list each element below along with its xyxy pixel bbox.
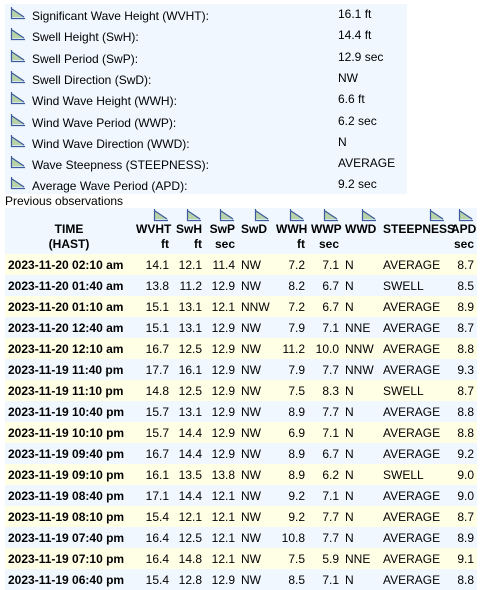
cell-wvht: 16.1 — [145, 467, 169, 482]
column-header-wwh — [273, 208, 308, 254]
cell-wwd: NNW — [345, 341, 374, 356]
table-row — [5, 527, 477, 548]
chart-icon[interactable] — [10, 27, 26, 41]
column-header-unit: sec — [318, 237, 339, 251]
cell-swh: 12.5 — [178, 383, 202, 398]
cell-apd: 8.8 — [457, 404, 474, 419]
cell-apd: 8.7 — [457, 320, 474, 335]
table-row — [5, 296, 477, 317]
cell-swd: NW — [241, 383, 261, 398]
cell-wwp: 7.1 — [322, 488, 339, 503]
column-header-wvht — [133, 208, 172, 254]
cell-steepness: AVERAGE — [383, 341, 441, 356]
summary-row — [5, 111, 407, 133]
cell-swd: NW — [241, 551, 261, 566]
cell-wwp: 6.7 — [322, 278, 339, 293]
cell-swp: 12.9 — [211, 425, 235, 440]
cell-swd: NW — [241, 446, 261, 461]
table-row — [5, 401, 477, 422]
cell-wvht: 13.8 — [145, 278, 169, 293]
chart-icon[interactable] — [10, 155, 26, 169]
cell-swh: 16.1 — [178, 362, 202, 377]
cell-swd: NW — [241, 362, 261, 377]
summary-value: NW — [338, 70, 358, 85]
row-time: 2023-11-19 08:10 pm — [8, 509, 125, 524]
cell-swd: NNW — [241, 299, 270, 314]
table-row — [5, 506, 477, 527]
column-header-swd — [238, 208, 273, 254]
row-time: 2023-11-19 11:40 pm — [8, 362, 124, 377]
cell-steepness: SWELL — [383, 467, 424, 482]
cell-wwd: N — [345, 425, 354, 440]
column-header-unit: sec — [453, 237, 474, 251]
cell-swp: 12.1 — [211, 530, 235, 545]
cell-swd: NW — [241, 572, 261, 587]
cell-swd: NW — [241, 467, 261, 482]
cell-wwp: 8.3 — [322, 383, 339, 398]
chart-icon[interactable] — [219, 208, 235, 222]
chart-icon[interactable] — [10, 176, 26, 190]
cell-steepness: AVERAGE — [383, 299, 441, 314]
cell-swd: NW — [241, 257, 261, 272]
cell-apd: 9.3 — [457, 362, 474, 377]
cell-steepness: AVERAGE — [383, 509, 441, 524]
summary-value: 12.9 sec — [338, 49, 384, 64]
column-header-unit: ft — [297, 237, 305, 251]
column-header-name: SwP — [209, 222, 235, 236]
summary-row — [5, 25, 407, 47]
cell-wwp: 7.1 — [322, 572, 339, 587]
previous-observations-heading: Previous observations — [5, 194, 124, 208]
chart-icon[interactable] — [458, 208, 474, 222]
row-time: 2023-11-19 08:40 pm — [8, 488, 125, 503]
cell-wwd: N — [345, 278, 354, 293]
cell-swh: 12.1 — [178, 257, 202, 272]
cell-swp: 12.1 — [211, 551, 235, 566]
column-header-swh — [172, 208, 205, 254]
cell-wwp: 7.7 — [322, 530, 339, 545]
cell-wwp: 6.2 — [322, 467, 339, 482]
cell-swh: 14.4 — [178, 446, 202, 461]
cell-steepness: AVERAGE — [383, 257, 441, 272]
cell-swh: 14.4 — [178, 425, 202, 440]
summary-value: 14.4 ft — [338, 28, 372, 43]
chart-icon[interactable] — [10, 134, 26, 148]
cell-steepness: AVERAGE — [383, 551, 441, 566]
cell-swh: 13.5 — [178, 467, 202, 482]
column-header-unit: ft — [161, 237, 169, 251]
cell-apd: 8.8 — [457, 425, 474, 440]
cell-swd: NW — [241, 425, 261, 440]
summary-value: N — [338, 134, 347, 149]
cell-wwd: NNE — [345, 551, 371, 566]
cell-wvht: 15.4 — [145, 572, 169, 587]
cell-swp: 12.1 — [211, 488, 235, 503]
cell-wwd: N — [345, 467, 354, 482]
cell-wwp: 6.7 — [322, 299, 339, 314]
summary-label: Average Wave Period (APD): — [32, 179, 188, 194]
cell-wwd: N — [345, 299, 354, 314]
column-header-unit — [241, 237, 270, 252]
cell-swp: 12.9 — [211, 446, 235, 461]
cell-swd: NW — [241, 320, 261, 335]
row-time: 2023-11-19 07:10 pm — [8, 551, 125, 566]
cell-swp: 12.1 — [211, 299, 235, 314]
cell-wwp: 5.9 — [322, 551, 339, 566]
chart-icon[interactable] — [10, 91, 26, 105]
cell-wvht: 16.4 — [145, 551, 169, 566]
cell-wwh: 7.5 — [288, 383, 305, 398]
cell-wwh: 7.2 — [288, 257, 305, 272]
chart-icon[interactable] — [10, 49, 26, 63]
cell-swd: NW — [241, 488, 261, 503]
cell-swh: 14.8 — [178, 551, 202, 566]
summary-row — [5, 132, 407, 154]
column-header-wwd — [342, 208, 380, 254]
chart-icon[interactable] — [289, 208, 305, 222]
cell-steepness: AVERAGE — [383, 425, 441, 440]
cell-wwd: N — [345, 446, 354, 461]
table-row — [5, 485, 477, 506]
row-time: 2023-11-19 10:10 pm — [8, 425, 125, 440]
cell-apd: 8.5 — [457, 278, 474, 293]
cell-wwd: NNW — [345, 362, 374, 377]
cell-apd: 8.9 — [457, 530, 474, 545]
row-time: 2023-11-19 06:40 pm — [8, 572, 125, 587]
summary-label: Significant Wave Height (WVHT): — [32, 9, 209, 23]
cell-swp: 12.9 — [211, 362, 235, 377]
cell-wwh: 10.8 — [281, 530, 305, 545]
chart-icon[interactable] — [361, 208, 377, 222]
table-header-row — [5, 208, 477, 254]
column-header-steepness — [380, 208, 456, 254]
column-header-unit: sec — [214, 237, 235, 251]
summary-label: Wind Wave Height (WWH): — [32, 94, 177, 109]
cell-apd: 9.0 — [457, 467, 474, 482]
row-time: 2023-11-20 01:40 am — [8, 278, 124, 293]
cell-swh: 13.1 — [178, 320, 202, 335]
cell-steepness: AVERAGE — [383, 530, 441, 545]
table-row — [5, 422, 477, 443]
column-header-name: SwD — [241, 222, 268, 236]
cell-swh: 12.1 — [178, 509, 202, 524]
summary-row — [5, 4, 407, 26]
row-time: 2023-11-20 01:10 am — [8, 299, 124, 314]
table-row — [5, 464, 477, 485]
cell-wwd: N — [345, 572, 354, 587]
cell-swh: 13.1 — [178, 404, 202, 419]
cell-wvht: 15.1 — [145, 320, 169, 335]
cell-wwh: 11.2 — [282, 341, 305, 356]
cell-apd: 8.7 — [457, 383, 474, 398]
chart-icon[interactable] — [429, 208, 445, 222]
column-header-apd — [448, 208, 477, 254]
cell-apd: 8.8 — [457, 341, 474, 356]
table-row — [5, 569, 477, 590]
cell-wwh: 6.9 — [288, 425, 305, 440]
column-header-time — [5, 208, 133, 254]
chart-icon[interactable] — [323, 208, 339, 222]
table-row — [5, 338, 477, 359]
chart-icon[interactable] — [10, 113, 26, 127]
cell-swh: 14.4 — [178, 488, 202, 503]
cell-swd: NW — [241, 404, 261, 419]
cell-apd: 8.7 — [457, 257, 474, 272]
cell-swh: 12.5 — [178, 341, 202, 356]
cell-steepness: AVERAGE — [383, 404, 441, 419]
cell-wvht: 16.7 — [145, 341, 169, 356]
cell-swh: 13.1 — [178, 299, 202, 314]
table-body — [5, 254, 477, 590]
cell-wwp: 7.7 — [322, 509, 339, 524]
cell-steepness: AVERAGE — [383, 362, 441, 377]
cell-wwh: 9.2 — [288, 488, 305, 503]
cell-wwd: N — [345, 383, 354, 398]
column-header-name: APD — [451, 222, 477, 236]
cell-wvht: 16.7 — [145, 446, 169, 461]
summary-label: Swell Direction (SwD): — [32, 72, 152, 87]
cell-swh: 12.8 — [178, 572, 202, 587]
cell-swh: 11.2 — [179, 278, 202, 293]
column-header-unit — [345, 237, 377, 252]
cell-swh: 12.5 — [178, 530, 202, 545]
summary-label: Wave Steepness (STEEPNESS): — [32, 158, 209, 173]
column-header-name: WWH — [276, 222, 308, 236]
summary-value: 6.2 sec — [338, 113, 377, 128]
cell-wwd: N — [345, 404, 354, 419]
row-time: 2023-11-19 07:40 pm — [8, 530, 125, 545]
cell-wwh: 8.9 — [288, 467, 305, 482]
row-time: 2023-11-19 10:40 pm — [8, 404, 125, 419]
table-row — [5, 380, 477, 401]
cell-steepness: SWELL — [383, 383, 424, 398]
column-header-unit — [383, 237, 445, 252]
cell-steepness: AVERAGE — [383, 488, 441, 503]
cell-wwd: NNE — [345, 320, 371, 335]
column-header-swp — [205, 208, 238, 254]
row-time: 2023-11-19 09:10 pm — [8, 467, 125, 482]
cell-swp: 12.9 — [211, 320, 235, 335]
chart-icon[interactable] — [10, 70, 26, 84]
cell-wvht: 14.1 — [145, 257, 169, 272]
cell-swp: 11.4 — [212, 257, 235, 272]
summary-label: Wind Wave Direction (WWD): — [32, 136, 190, 151]
cell-wwd: N — [345, 488, 354, 503]
row-time: 2023-11-20 12:10 am — [8, 341, 124, 356]
cell-apd: 9.2 — [457, 446, 474, 461]
summary-label: Swell Period (SwP): — [32, 51, 139, 66]
cell-swd: NW — [241, 530, 261, 545]
cell-wvht: 15.7 — [145, 404, 169, 419]
column-header-name: SwH — [175, 222, 202, 236]
summary-row — [5, 153, 407, 175]
summary-label: Swell Height (SwH): — [32, 30, 139, 45]
cell-swp: 12.9 — [211, 278, 235, 293]
row-time: 2023-11-20 02:10 am — [8, 257, 124, 272]
chart-icon[interactable] — [254, 208, 270, 222]
table-row — [5, 275, 477, 296]
cell-apd: 8.7 — [457, 509, 474, 524]
cell-apd: 9.0 — [457, 488, 474, 503]
cell-wwp: 7.1 — [322, 257, 339, 272]
latest-observations-panel — [5, 4, 407, 194]
column-header-unit: (HAST) — [48, 237, 90, 251]
chart-icon[interactable] — [153, 208, 169, 222]
cell-wwp: 7.1 — [322, 320, 339, 335]
cell-wwh: 8.9 — [288, 404, 305, 419]
cell-steepness: AVERAGE — [383, 446, 441, 461]
column-header-name: TIME — [54, 222, 84, 236]
column-header-name: WVHT — [136, 222, 172, 236]
cell-steepness: AVERAGE — [383, 572, 441, 587]
summary-value: 9.2 sec — [338, 177, 377, 192]
summary-row — [5, 89, 407, 111]
table-row — [5, 254, 477, 275]
cell-swd: NW — [241, 509, 261, 524]
summary-value: 6.6 ft — [338, 92, 365, 107]
cell-wwp: 7.7 — [322, 404, 339, 419]
row-time: 2023-11-19 11:10 pm — [8, 383, 124, 398]
cell-wwd: N — [345, 530, 354, 545]
table-row — [5, 548, 477, 569]
cell-wwh: 8.2 — [288, 278, 305, 293]
summary-label: Wind Wave Period (WWP): — [32, 115, 177, 130]
column-header-unit: ft — [194, 237, 202, 251]
cell-wwp: 6.7 — [322, 446, 339, 461]
column-header-wwp — [308, 208, 342, 254]
summary-value: AVERAGE — [338, 156, 396, 171]
cell-apd: 8.9 — [457, 299, 474, 314]
cell-wwh: 7.9 — [288, 320, 305, 335]
cell-swd: NW — [241, 341, 261, 356]
chart-icon[interactable] — [186, 208, 202, 222]
cell-wvht: 17.1 — [145, 488, 169, 503]
cell-wwp: 7.7 — [322, 362, 339, 377]
cell-wwp: 7.1 — [322, 425, 339, 440]
summary-row — [5, 47, 407, 69]
cell-wwh: 7.9 — [288, 362, 305, 377]
cell-wvht: 16.4 — [145, 530, 169, 545]
cell-swd: NW — [241, 278, 261, 293]
cell-wwh: 9.2 — [288, 509, 305, 524]
cell-wvht: 14.8 — [145, 383, 169, 398]
cell-wwh: 8.5 — [288, 572, 305, 587]
row-time: 2023-11-19 09:40 pm — [8, 446, 125, 461]
cell-swp: 12.9 — [211, 572, 235, 587]
column-header-name: WWP — [311, 222, 342, 236]
observations-table — [5, 208, 477, 590]
cell-swp: 12.1 — [211, 509, 235, 524]
cell-wvht: 17.7 — [145, 362, 169, 377]
cell-steepness: AVERAGE — [383, 320, 441, 335]
cell-steepness: SWELL — [383, 278, 424, 293]
cell-wvht: 15.7 — [145, 425, 169, 440]
cell-swp: 12.9 — [211, 404, 235, 419]
chart-icon[interactable] — [10, 6, 26, 20]
cell-swp: 12.9 — [211, 341, 235, 356]
summary-value: 16.1 ft — [338, 7, 372, 21]
cell-apd: 8.8 — [457, 572, 474, 587]
cell-wvht: 15.1 — [145, 299, 169, 314]
cell-wwd: N — [345, 257, 354, 272]
cell-wvht: 15.4 — [145, 509, 169, 524]
summary-row — [5, 68, 407, 90]
table-row — [5, 317, 477, 338]
cell-wwh: 7.5 — [288, 551, 305, 566]
cell-apd: 9.1 — [457, 551, 474, 566]
cell-wwh: 7.2 — [288, 299, 305, 314]
cell-swp: 13.8 — [211, 467, 235, 482]
cell-swp: 12.9 — [211, 383, 235, 398]
column-header-name: STEEPNESS — [383, 222, 456, 236]
cell-wwd: N — [345, 509, 354, 524]
table-row — [5, 359, 477, 380]
row-time: 2023-11-20 12:40 am — [8, 320, 124, 335]
column-header-name: WWD — [345, 222, 377, 236]
cell-wwp: 10.0 — [315, 341, 339, 356]
cell-wwh: 8.9 — [288, 446, 305, 461]
table-row — [5, 443, 477, 464]
